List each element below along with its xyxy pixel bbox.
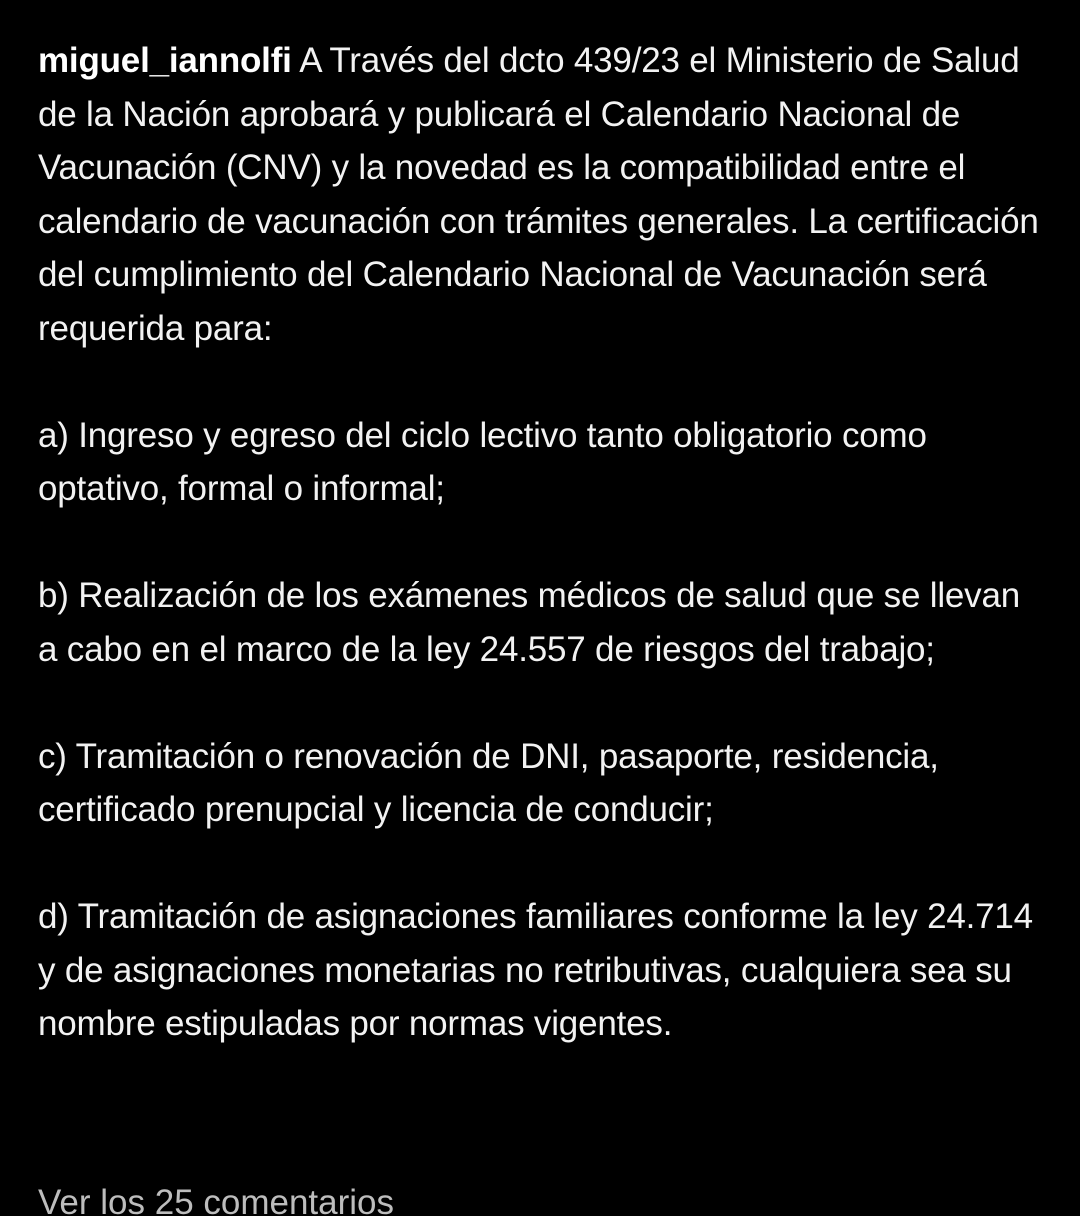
caption-item-a: a) Ingreso y egreso del ciclo lectivo tanto obligatorio como optativo, formal o informal;	[38, 415, 927, 508]
paragraph-gap	[38, 837, 1048, 891]
post-caption	[38, 34, 1048, 1051]
username-link[interactable]: miguel_iannolfi	[38, 41, 292, 80]
caption-item-d: d) Tramitación de asignaciones familiares conforme la ley 24.714 y de asignaciones monetarias no retributivas, cualquiera sea su nombre estipuladas por normas vigentes.	[38, 897, 1033, 1043]
view-comments-link[interactable]: Ver los 25 comentarios	[38, 1183, 395, 1216]
caption-item-c: c) Tramitación o renovación de DNI, pasaporte, residencia, certificado prenupcial y licencia de conducir;	[38, 736, 939, 829]
paragraph-gap	[38, 355, 1048, 409]
caption-intro-paragraph	[38, 34, 1048, 355]
caption-item-b: b) Realización de los exámenes médicos de salud que se llevan a cabo en el marco de la ley 24.557 de riesgos del trabajo;	[38, 576, 1020, 669]
paragraph-gap	[38, 516, 1048, 570]
paragraph-gap	[38, 676, 1048, 730]
caption-intro-text: A Través del dcto 439/23 el Ministerio de Salud de la Nación aprobará y publicará el Calendario Nacional de Vacunación (CNV) y la novedad es la compatibilidad entre el calendario de vacunación con trámites generales. La certificación del cumplimiento del Calendario Nacional de Vacunación será requerida para:	[38, 41, 1039, 348]
